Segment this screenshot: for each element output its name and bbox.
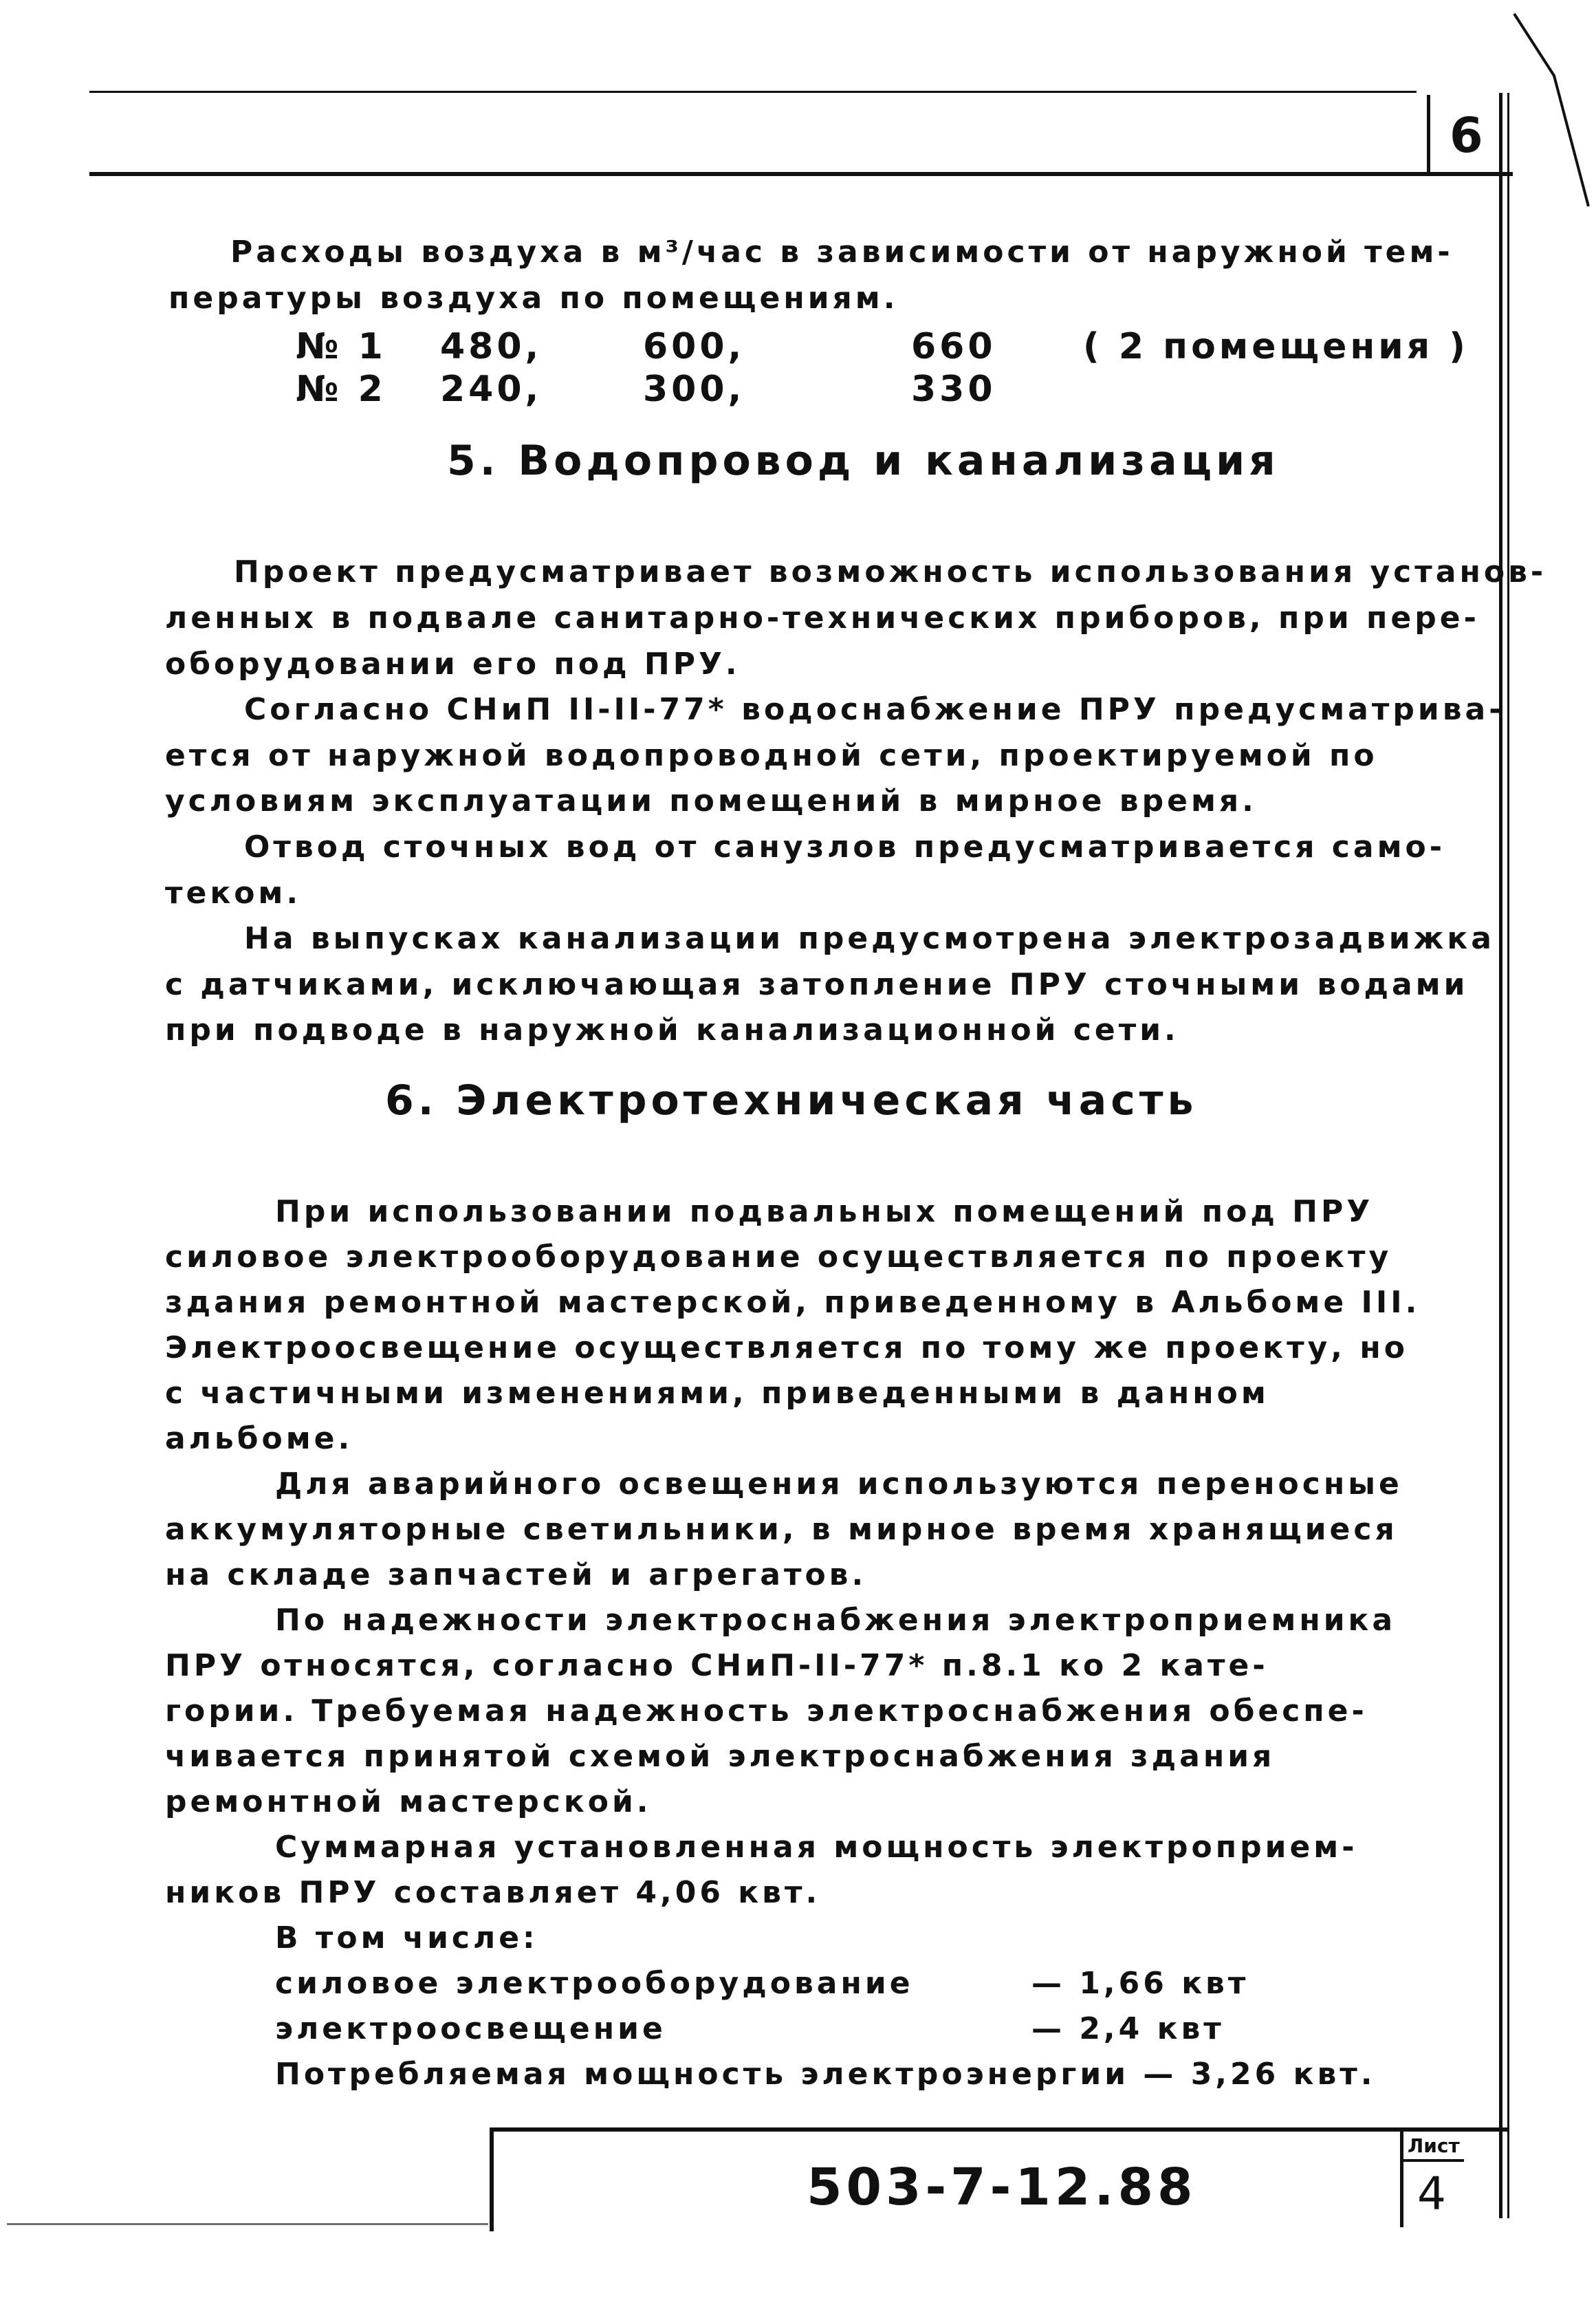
frame-top-line bbox=[89, 172, 1513, 176]
section6-line: ПРУ относятся, согласно СНиП-II-77* п.8.1 ко 2 кате- bbox=[165, 1648, 1269, 1683]
bottom-scan-line bbox=[7, 2223, 488, 2225]
section6-line: Суммарная установленная мощность электроприем- bbox=[275, 1830, 1358, 1865]
corner-scan-mark bbox=[1513, 0, 1596, 220]
frame-right-outer-line bbox=[1507, 93, 1509, 2218]
frame-upper-thin-line bbox=[89, 91, 1417, 93]
section6-line: Для аварийного освещения используются переносные bbox=[275, 1466, 1403, 1502]
section6-line: ников ПРУ составляет 4,06 квт. bbox=[165, 1875, 821, 1910]
section5-line: теком. bbox=[165, 876, 302, 911]
section6-line: с частичными изменениями, приведенными в данном bbox=[165, 1376, 1269, 1411]
section6-line: ремонтной мастерской. bbox=[165, 1784, 652, 1819]
airflow-value: 300, bbox=[643, 369, 745, 410]
section5-line: с датчиками, исключающая затопление ПРУ сточными водами bbox=[165, 967, 1469, 1002]
sheet-cell-divider bbox=[1403, 2159, 1464, 2162]
sheet-value: 4 bbox=[1417, 2167, 1446, 2220]
top-sheet-box bbox=[1427, 95, 1502, 172]
section6-line: аккумуляторные светильники, в мирное время хранящиеся bbox=[165, 1512, 1398, 1547]
section5-line: Отвод сточных вод от санузлов предусматривается само- bbox=[244, 830, 1446, 865]
airflow-intro-line2: пературы воздуха по помещениям. bbox=[168, 281, 899, 316]
section6-line: чивается принятой схемой электроснабжения здания bbox=[165, 1739, 1276, 1774]
section5-line: ется от наружной водопроводной сети, проектируемой по bbox=[165, 738, 1378, 773]
top-sheet-number: 6 bbox=[1450, 107, 1483, 164]
section5-line: Согласно СНиП II-II-77* водоснабжение ПРУ предусматрива- bbox=[244, 692, 1505, 727]
title-block bbox=[490, 2127, 1508, 2231]
section6-heading: 6. Электротехническая часть bbox=[385, 1076, 1198, 1125]
frame-right-line bbox=[1499, 93, 1502, 2218]
section5-line: На выпусках канализации предусмотрена электрозадвижка bbox=[244, 921, 1495, 956]
airflow-intro-line1: Расходы воздуха в м³/час в зависимости от наружной тем- bbox=[230, 235, 1454, 270]
section6-line: силовое электрооборудование осуществляется по проекту bbox=[165, 1239, 1392, 1275]
section5-line: оборудовании его под ПРУ. bbox=[165, 647, 741, 682]
power-value: — 1,66 квт bbox=[1031, 1966, 1249, 2001]
airflow-value: 480, bbox=[440, 326, 543, 367]
section6-line: альбоме. bbox=[165, 1421, 353, 1456]
section6-line: на складе запчастей и агрегатов. bbox=[165, 1557, 867, 1592]
airflow-row-label: № 2 bbox=[296, 369, 386, 410]
section5-heading: 5. Водопровод и канализация bbox=[447, 437, 1280, 485]
section5-line: Проект предусматривает возможность использования установ- bbox=[234, 554, 1547, 589]
airflow-value: 660 bbox=[911, 326, 996, 367]
sheet-cell bbox=[1400, 2132, 1464, 2227]
airflow-value: 240, bbox=[440, 369, 543, 410]
section6-line: При использовании подвальных помещений под ПРУ bbox=[275, 1194, 1374, 1229]
section5-line: при подводе в наружной канализационной сети. bbox=[165, 1012, 1179, 1048]
section6-line: В том числе: bbox=[275, 1920, 538, 1956]
airflow-value: 600, bbox=[643, 326, 745, 367]
airflow-note: ( 2 помещения ) bbox=[1083, 326, 1469, 367]
section6-line: Электроосвещение осуществляется по тому же проекту, но bbox=[165, 1330, 1408, 1365]
doc-code: 503-7-12.88 bbox=[807, 2158, 1197, 2217]
airflow-row-label: № 1 bbox=[296, 326, 386, 367]
section6-line: здания ремонтной мастерской, приведенному в Альбоме III. bbox=[165, 1285, 1421, 1320]
power-label: электроосвещение bbox=[275, 2011, 666, 2046]
section5-line: ленных в подвале санитарно-технических приборов, при пере- bbox=[165, 600, 1480, 636]
section6-line: По надежности электроснабжения электроприемника bbox=[275, 1603, 1397, 1638]
airflow-value: 330 bbox=[911, 369, 996, 410]
section5-line: условиям эксплуатации помещений в мирное время. bbox=[165, 783, 1257, 819]
consumed-power: Потребляемая мощность электроэнергии — 3,26 квт. bbox=[275, 2057, 1376, 2092]
sheet-label: Лист bbox=[1408, 2134, 1460, 2157]
power-value: — 2,4 квт bbox=[1031, 2011, 1225, 2046]
power-label: силовое электрооборудование bbox=[275, 1966, 914, 2001]
section6-line: гории. Требуемая надежность электроснабжения обеспе- bbox=[165, 1693, 1368, 1729]
